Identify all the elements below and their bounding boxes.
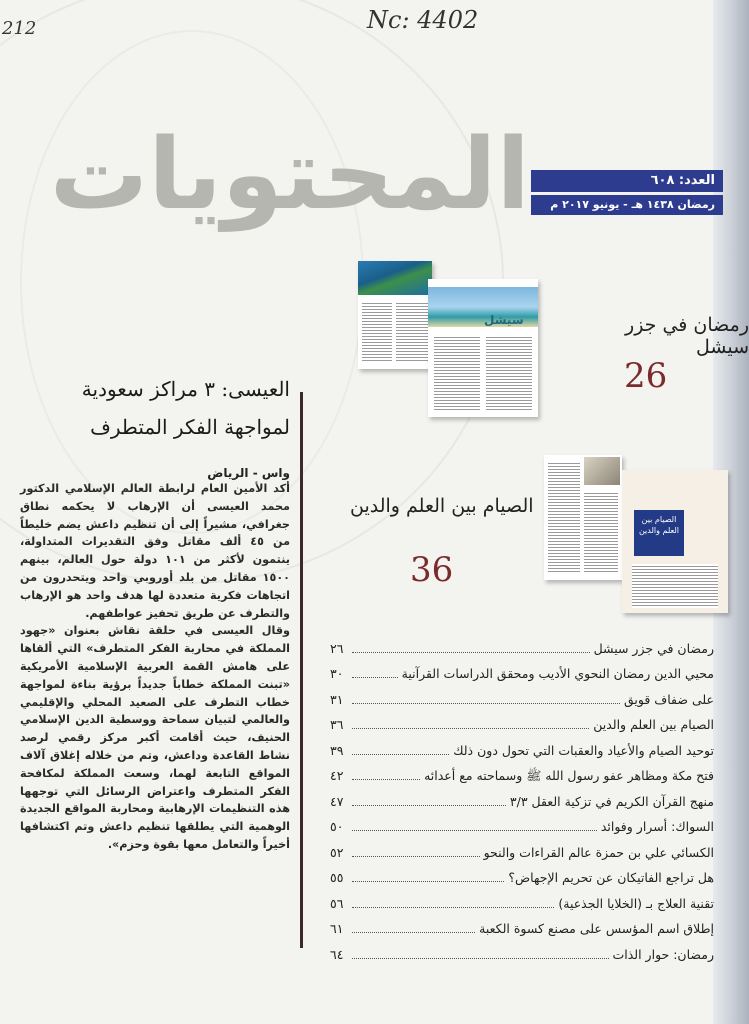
toc-row[interactable] — [330, 759, 714, 785]
text-column — [486, 335, 532, 411]
feature-title-fasting: الصيام بين العلم والدين — [350, 495, 534, 517]
toc-row[interactable] — [330, 784, 714, 810]
table-of-contents — [330, 631, 714, 963]
article-paragraph: وقال العيسى في حلقة نقاش بعنوان «جهود المملكة في محاربة الفكر المتطرف» التي ألقاها على هامش القمة العربية الإسلامية الأمريكية «تبنت المملكة خطاباً جديداً برؤية بناءة لمواجهة خطاب التطرف على الصعيد المحلي والإقليمي والعالمي لتبيان سماحة ووسطية الدين الإسلامي الحنيف، حيث أقامت أكبر مركز رقمي لرصد نشاط القاعدة وداعش، وتم من خلاله إغلاق آلاف المواقع التابعة لهما، وسعت المملكة لمكافحة الفكر المتطرف واعتراض الرسائل التي توجهها هذه التنظيمات الإرهابية ومحاربة المواقع الجديدة الوهمية التي يطلقها تنظيم داعش وتم اكتشافها أخيراً والتعامل معها بقوة وحزم». — [20, 624, 290, 851]
toc-title: رمضان في جزر سيشل — [593, 640, 714, 656]
toc-row[interactable] — [330, 937, 714, 963]
feature-thumbnail-fasting-left — [544, 455, 622, 580]
toc-row[interactable] — [330, 835, 714, 861]
handwritten-accession-note: Nc: 4402 — [367, 6, 479, 34]
toc-title: الصيام بين العلم والدين — [593, 717, 714, 732]
toc-title: الكسائي علي بن حمزة عالم القراءات والنحو — [483, 844, 714, 860]
article-headline-line1: العيسى: ٣ مراكز سعودية — [81, 377, 290, 401]
thumbnail-caption: سيشل — [484, 313, 524, 327]
island-photo — [358, 261, 432, 295]
toc-leader — [352, 677, 398, 678]
feature-page-seychelles: 26 — [624, 356, 668, 396]
feature-thumbnail-seychelles-right — [428, 279, 538, 417]
toc-page-number: ٤٧ — [330, 793, 344, 809]
text-column — [548, 461, 580, 573]
toc-page-number: ٦٤ — [330, 946, 344, 962]
column-divider — [300, 392, 303, 948]
toc-leader — [352, 830, 597, 831]
toc-row[interactable] — [330, 708, 714, 734]
page-title: المحتويات — [49, 118, 530, 232]
toc-leader — [352, 881, 504, 882]
text-column — [362, 301, 392, 361]
toc-row[interactable] — [330, 733, 714, 759]
portrait-photo — [584, 457, 620, 485]
toc-leader — [352, 728, 589, 729]
issue-number: العدد: ٦٠٨ — [531, 170, 723, 192]
toc-title: على ضفاف قويق — [623, 691, 714, 707]
text-column — [396, 301, 428, 361]
toc-title: توحيد الصيام والأعياد والعقبات التي تحول دون ذلك — [453, 742, 714, 758]
toc-row[interactable] — [330, 657, 714, 683]
toc-title: السواك: أسرار وفوائد — [600, 819, 714, 834]
toc-page-number: ٣٠ — [330, 666, 344, 681]
toc-row[interactable] — [330, 631, 714, 657]
toc-page-number: ٣١ — [330, 691, 344, 707]
toc-title: منهج القرآن الكريم في تزكية العقل ٣/٣ — [509, 793, 714, 809]
toc-leader — [352, 779, 420, 780]
handwritten-page-note: 212 — [2, 18, 37, 39]
toc-leader — [352, 856, 480, 857]
toc-page-number: ٦١ — [330, 921, 344, 936]
toc-page-number: ٥٠ — [330, 819, 344, 834]
toc-row[interactable] — [330, 861, 714, 887]
toc-page-number: ٤٢ — [330, 768, 344, 783]
article-body — [20, 480, 290, 854]
issue-info — [531, 170, 723, 215]
toc-page-number: ٣٦ — [330, 717, 344, 732]
article-headline-line2: لمواجهة الفكر المتطرف — [90, 415, 290, 439]
toc-title: إطلاق اسم المؤسس على مصنع كسوة الكعبة — [479, 921, 714, 936]
text-column — [434, 335, 480, 411]
toc-leader — [352, 703, 620, 704]
toc-page-number: ٥٥ — [330, 870, 344, 885]
text-column — [584, 491, 618, 573]
text-column — [632, 564, 718, 608]
toc-title: هل تراجع الفاتيكان عن تحريم الإجهاض؟ — [508, 870, 714, 885]
article-byline: واس - الرياض — [207, 466, 290, 480]
toc-page-number: ٥٢ — [330, 844, 344, 860]
toc-leader — [352, 805, 506, 806]
feature-title-seychelles: رمضان في جزر سيشل — [625, 314, 749, 358]
toc-page-number: ٣٩ — [330, 742, 344, 758]
toc-leader — [352, 958, 609, 959]
toc-leader — [352, 907, 554, 908]
toc-row[interactable] — [330, 810, 714, 836]
toc-row[interactable] — [330, 682, 714, 708]
toc-title: تقنية العلاج بـ (الخلايا الجذعية) — [558, 895, 714, 911]
toc-page-number: ٥٦ — [330, 895, 344, 911]
toc-page-number: ٢٦ — [330, 640, 344, 656]
thumbnail-caption: الصيام بين العلم والدين — [638, 515, 680, 535]
feature-page-fasting: 36 — [410, 550, 454, 590]
toc-row[interactable] — [330, 886, 714, 912]
toc-title: محيي الدين رمضان النحوي الأديب ومحقق الدراسات القرآنية — [401, 666, 714, 681]
feature-thumbnail-fasting-right — [622, 470, 728, 613]
toc-title: رمضان: حوار الذات — [612, 946, 714, 962]
toc-leader — [352, 932, 475, 933]
toc-row[interactable] — [330, 912, 714, 938]
article-paragraph: أكد الأمين العام لرابطة العالم الإسلامي الدكتور محمد العيسى أن الإرهاب لا يحكمه نطاق جغرافي، مشيراً إلى أن تنظيم داعش يضم خليطاً من ٤٥ ألف مقاتل وفق التقديرات المتداولة، ينتمون لأكثر من ١٠١ دولة حول العالم، بينهم ١٥٠٠ مقاتل من بلد أوروبي واحد ويتحدرون من اتجاهات فكرية متعددة لها هدف واحد هو الإرهاب والتطرف عن طريق تحفيز عواطفهم. — [20, 482, 290, 620]
toc-leader — [352, 652, 590, 653]
toc-leader — [352, 754, 449, 755]
feature-thumbnail-seychelles-left — [358, 261, 432, 369]
news-article — [20, 370, 290, 854]
issue-date: رمضان ١٤٣٨ هـ - يونيو ٢٠١٧ م — [531, 195, 723, 215]
toc-title: فتح مكة ومظاهر عفو رسول الله ﷺ وسماحته مع أعدائه — [424, 768, 714, 783]
